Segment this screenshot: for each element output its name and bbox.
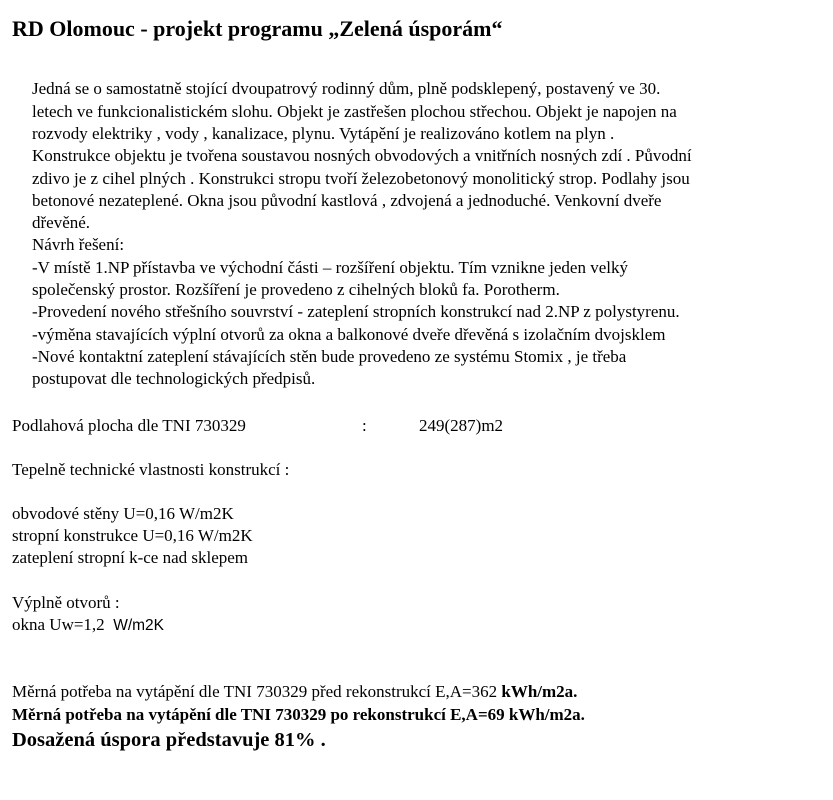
solution-line: -Nové kontaktní zateplení stávajících stěn bude provedeno ze systému Stomix , je třeba: [32, 346, 627, 366]
intro-line: rozvody elektriky , vody , kanalizace, plynu. Vytápění je realizováno kotlem na plyn .: [32, 123, 615, 143]
intro-line: betonové nezateplené. Okna jsou původní kastlová , zdvojená a jednoduché. Venkovní dveře: [32, 190, 662, 210]
thermal-item: obvodové stěny U=0,16 W/m2K: [12, 503, 234, 523]
solution-heading: Návrh řešení:: [32, 235, 125, 255]
solution-line: -V místě 1.NP přístavba ve východní části – rozšíření objektu. Tím vznikne jeden velký: [32, 257, 628, 277]
openings-value: okna Uw=1,2: [12, 615, 105, 635]
thermal-item: zateplení stropní k-ce nad sklepem: [12, 548, 249, 568]
solution-line: postupovat dle technologických předpisů.: [32, 369, 316, 389]
document: [12, 16, 822, 752]
openings-unit: W/m2K: [113, 617, 164, 635]
intro-line: zdivo je z cihel plných . Konstrukci stropu tvoří železobetonový monolitický strop. Podlahy jsou: [32, 168, 690, 188]
intro-line: letech ve funkcionalistickém slohu. Objekt je zastřešen plochou střechou. Objekt je napojen na: [32, 101, 677, 121]
openings-heading: Výplně otvorů :: [12, 592, 120, 612]
demand-before: [12, 681, 822, 703]
openings-item: [12, 614, 822, 637]
demand-before-unit: kWh/m2a.: [501, 682, 578, 702]
savings-statement: Dosažená úspora představuje 81% .: [12, 728, 326, 751]
demand-before-text: Měrná potřeba na vytápění dle TNI 730329 před rekonstrukcí E,A=362: [12, 682, 502, 702]
document-title: RD Olomouc - projekt programu „Zelená úsporám“: [12, 16, 503, 41]
floor-area-label: Podlahová plocha dle TNI 730329: [12, 415, 246, 435]
thermal-item: stropní konstrukce U=0,16 W/m2K: [12, 526, 253, 546]
solution-line: společenský prostor. Rozšíření je provedeno z cihelných bloků fa. Porotherm.: [32, 280, 560, 300]
solution-line: -výměna stavajících výplní otvorů za okna a balkonové dveře dřevěná s izolačním dvojsklem: [32, 324, 666, 344]
intro-line: dřevěné.: [32, 213, 91, 233]
intro-paragraph: [32, 78, 802, 390]
demand-after: Měrná potřeba na vytápění dle TNI 730329 po rekonstrukcí E,A=69 kWh/m2a.: [12, 704, 585, 724]
floor-area-row: [12, 415, 822, 437]
intro-line: Jedná se o samostatně stojící dvoupatrový rodinný dům, plně podsklepený, postavený ve 30.: [32, 79, 661, 99]
floor-area-value: 249(287)m2: [419, 415, 504, 435]
intro-line: Konstrukce objektu je tvořena soustavou nosných obvodových a vnitřních nosných zdí . Původní: [32, 146, 692, 166]
floor-area-colon: :: [362, 415, 367, 435]
solution-line: -Provedení nového střešního souvrství - zateplení stropních konstrukcí nad 2.NP z polystyrenu.: [32, 302, 680, 322]
thermal-heading: Tepelně technické vlastnosti konstrukcí :: [12, 459, 290, 479]
